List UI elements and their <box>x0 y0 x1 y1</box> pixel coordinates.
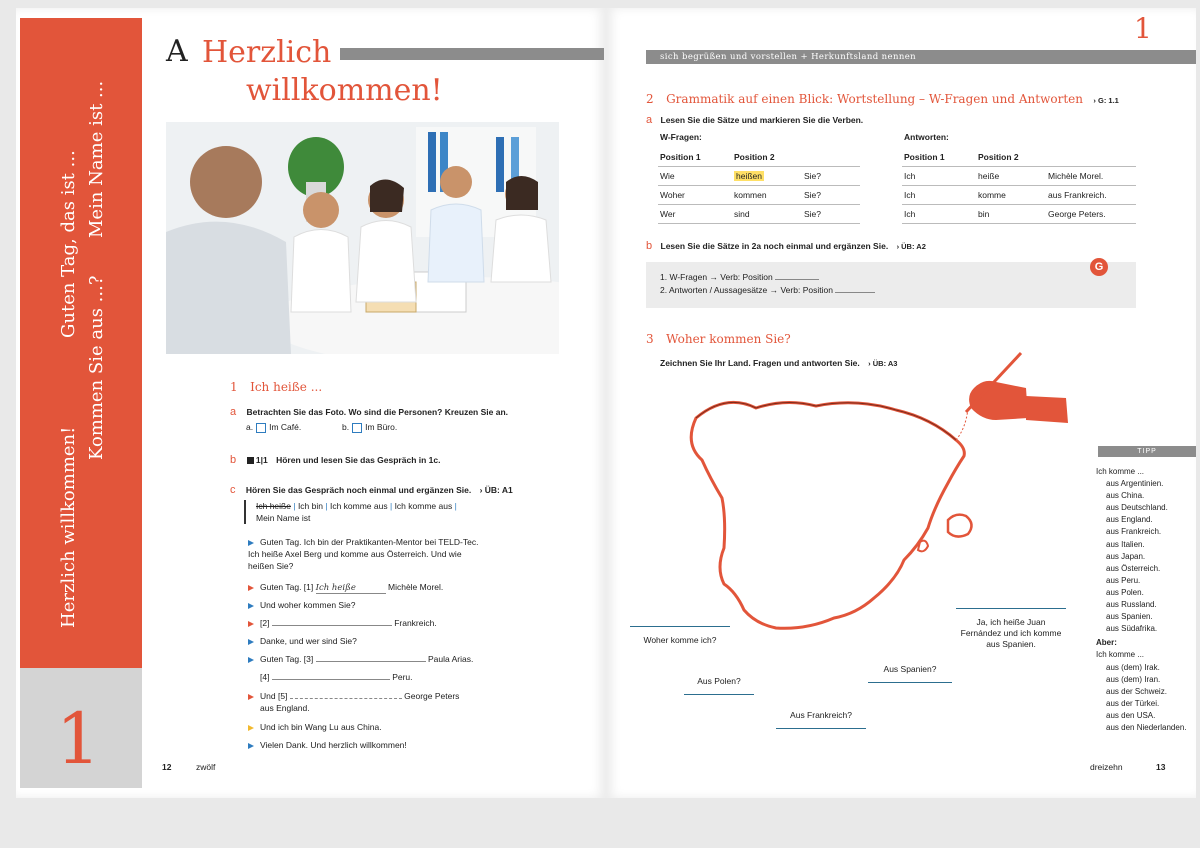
option-a-label: Im Café. <box>269 422 302 432</box>
band-text-4: Mein Name ist ... <box>86 80 107 238</box>
q-verb-cell[interactable]: kommen <box>732 186 802 205</box>
tipp-item: aus der Türkei. <box>1106 698 1160 708</box>
speaker-marker <box>248 694 254 700</box>
dialog-line-1 <box>248 536 488 572</box>
spain-drawing <box>666 348 1086 648</box>
dialog-line-3 <box>248 600 355 610</box>
empty-header <box>802 148 860 167</box>
audio-track: 1|1 <box>255 455 268 465</box>
q-cell: Sie? <box>802 186 860 205</box>
page-number-left: 12 <box>162 762 172 772</box>
tipp-item: aus Spanien. <box>1106 612 1153 622</box>
a-cell: George Peters. <box>1046 205 1136 224</box>
item-label-a: a <box>230 406 237 418</box>
empty-header <box>1046 148 1136 167</box>
dialog-line-5 <box>248 636 357 646</box>
rule-2-text: 2. Antworten / Aussagesätze → Verb: Position <box>660 285 833 295</box>
dialog-prefix: Guten Tag. [3] <box>260 654 314 664</box>
dialog-suffix: Paula Arias. <box>428 654 474 664</box>
dialog-extra: aus England. <box>260 703 310 713</box>
q-verb-cell[interactable]: sind <box>732 205 802 224</box>
rule-2-field[interactable] <box>835 292 875 293</box>
speaker-marker <box>248 585 254 591</box>
grammar-ref: › G: 1.1 <box>1093 96 1119 105</box>
exercise-2a <box>646 114 863 126</box>
q-cell: Wer <box>658 205 732 224</box>
instruction-1c: Hören Sie das Gespräch noch einmal und ergänzen Sie. <box>245 485 472 495</box>
table-row <box>658 167 860 186</box>
rule-2 <box>660 285 875 295</box>
a-cell: Ich <box>902 186 976 205</box>
dialog-prefix: Guten Tag. [1] <box>260 582 314 592</box>
word-box: Ich heiße | Ich bin | Ich komme aus | Ich komme aus | Mein Name ist <box>244 500 526 524</box>
dialog-prefix: [2] <box>260 618 270 628</box>
bubble-juan: Ja, ich heiße Juan Fernández und ich komme aus Spanien. <box>956 608 1066 650</box>
dialog-prefix: [4] <box>260 672 270 682</box>
word-5: Mein Name ist <box>256 513 311 523</box>
answers-table <box>902 148 1136 224</box>
page-word-left: zwölf <box>196 762 216 772</box>
tipp-intro-2: Ich komme ... <box>1096 650 1145 660</box>
wfragen-label: W-Fragen: <box>660 132 702 142</box>
tipp-item: aus China. <box>1106 491 1145 501</box>
title-line-2: willkommen! <box>246 73 443 108</box>
page-title <box>202 34 443 110</box>
band-text-2: Guten Tag, das ist ... <box>58 150 79 338</box>
answer-field-4[interactable] <box>272 679 390 680</box>
bubble-spanien: Aus Spanien? <box>868 664 952 683</box>
tipp-intro: Ich komme ... <box>1096 467 1145 476</box>
q-cell: Sie? <box>802 205 860 224</box>
tipp-item: aus Italien. <box>1106 539 1145 549</box>
exercise-2-heading <box>646 90 1119 108</box>
chapter-number-large: 1 <box>56 698 101 780</box>
right-page <box>606 8 1196 798</box>
pos1-header: Position 1 <box>658 148 732 167</box>
option-cafe[interactable] <box>246 422 301 433</box>
word-3: Ich komme aus <box>329 501 388 511</box>
item-label-c: c <box>230 484 236 496</box>
table-row <box>902 205 1136 224</box>
tipp-item: aus Japan. <box>1106 551 1146 561</box>
checkbox-cafe[interactable] <box>256 423 266 433</box>
tipp-box <box>1096 466 1187 734</box>
table-row <box>658 205 860 224</box>
dialog-prefix: Und [5] <box>260 691 288 701</box>
exercise-1b <box>230 454 440 466</box>
exercise-2b <box>646 240 926 252</box>
instruction-2a: Lesen Sie die Sätze und markieren Sie die Verben. <box>660 115 864 125</box>
exercise-number: 2 <box>646 92 654 106</box>
speaker-marker <box>248 621 254 627</box>
instruction-3: Zeichnen Sie Ihr Land. Fragen und antworten Sie. <box>660 358 860 368</box>
instruction-2b: Lesen Sie die Sätze in 2a noch einmal und ergänzen Sie. <box>660 241 889 251</box>
dialog-line-9 <box>248 722 382 732</box>
a-verb-cell[interactable]: heiße <box>976 167 1046 186</box>
tipp-item: aus England. <box>1106 515 1153 525</box>
ref-2b: › ÜB: A2 <box>896 242 926 251</box>
item-label-b: b <box>230 454 237 466</box>
tipp-item: aus der Schweiz. <box>1106 686 1167 696</box>
dialog-text: Guten Tag. Ich bin der Praktikanten-Mentor bei TELD-Tec. Ich heiße Axel Berg und komme aus Österreich. Und wie heißen Sie? <box>248 537 479 571</box>
dialog-suffix: Michèle Morel. <box>388 582 444 592</box>
rule-1-field[interactable] <box>775 279 819 280</box>
office-photo <box>166 122 559 354</box>
a-verb-cell[interactable]: komme <box>976 186 1046 205</box>
speaker-marker <box>248 657 254 663</box>
rule-1 <box>660 272 819 282</box>
tipp-item: aus Argentinien. <box>1106 479 1164 489</box>
title-line-1: Herzlich <box>202 35 332 70</box>
item-label-b: b <box>646 240 653 252</box>
tipp-item: aus den Niederlanden. <box>1106 722 1187 732</box>
exercise-1-heading <box>230 378 322 396</box>
answer-field-3[interactable] <box>316 661 426 662</box>
tipp-item: aus Peru. <box>1106 575 1141 585</box>
dialog-suffix: Frankreich. <box>394 618 437 628</box>
exercise-3-heading <box>646 330 791 348</box>
tipp-item: aus Russland. <box>1106 600 1157 610</box>
speaker-marker <box>248 743 254 749</box>
dialog-line-8 <box>248 690 459 714</box>
ref-3: › ÜB: A3 <box>868 359 898 368</box>
tipp-item: aus den USA. <box>1106 710 1156 720</box>
audio-icon[interactable] <box>247 457 254 464</box>
exercise-1c <box>230 484 513 496</box>
dialog-suffix: Peru. <box>392 672 413 682</box>
table-row <box>902 167 1136 186</box>
exercise-title: Woher kommen Sie? <box>666 332 791 346</box>
q-cell: Wie <box>658 167 732 186</box>
bubble-woher: Woher komme ich? <box>630 626 730 645</box>
title-rule <box>340 48 604 60</box>
tipp-item: aus Deutschland. <box>1106 503 1168 513</box>
a-cell: Ich <box>902 167 976 186</box>
pos2-header: Position 2 <box>976 148 1046 167</box>
chapter-header-bar: sich begrüßen und vorstellen + Herkunftsland nennen <box>646 50 1196 64</box>
dialog-line-10 <box>248 740 407 750</box>
a-cell: Michèle Morel. <box>1046 167 1136 186</box>
dialog-text: Und woher kommen Sie? <box>260 600 356 610</box>
page-number-right: 13 <box>1156 762 1166 772</box>
word-4: Ich komme aus <box>394 501 453 511</box>
band-text-3: Kommen Sie aus ...? <box>86 275 107 460</box>
a-cell: aus Frankreich. <box>1046 186 1136 205</box>
band-text-1: Herzlich willkommen! <box>58 426 79 628</box>
left-page <box>16 8 606 798</box>
exercise-1a <box>230 406 508 418</box>
option-buero[interactable] <box>342 422 397 433</box>
option-a-prefix: a. <box>246 422 254 432</box>
option-b-prefix: b. <box>342 422 350 432</box>
table-row <box>658 186 860 205</box>
exercise-title: Grammatik auf einen Blick: Wortstellung – W-Fragen und Antworten <box>666 92 1083 106</box>
dialog-line-7 <box>260 672 413 682</box>
dialog-line-6 <box>248 654 473 664</box>
q-cell: Sie? <box>802 167 860 186</box>
q-verb-cell[interactable] <box>732 167 802 186</box>
exercise-number: 3 <box>646 332 654 346</box>
instruction-1a: Betrachten Sie das Foto. Wo sind die Personen? Kreuzen Sie an. <box>246 407 509 417</box>
bubble-polen: Aus Polen? <box>684 676 754 695</box>
word-1: Ich heiße <box>256 501 291 511</box>
rule-1-text: 1. W-Fragen → Verb: Position <box>660 272 773 282</box>
tipp-header: TIPP <box>1098 446 1196 457</box>
page-word-right: dreizehn <box>1090 762 1123 772</box>
speaker-marker <box>248 639 254 645</box>
tipp-item: aus (dem) Irak. <box>1106 662 1160 672</box>
dialog-suffix: George Peters <box>404 691 460 701</box>
option-b-label: Im Büro. <box>365 422 398 432</box>
questions-table <box>658 148 860 224</box>
highlighted-verb: heißen <box>736 171 762 181</box>
title-letter: A <box>166 34 188 69</box>
bubble-frankreich: Aus Frankreich? <box>776 710 866 729</box>
ref-1c: › ÜB: A1 <box>479 485 513 495</box>
exercise-number: 1 <box>230 380 238 394</box>
speaker-marker <box>248 725 254 731</box>
tipp-item: aus (dem) Iran. <box>1106 674 1161 684</box>
tipp-aber: Aber: <box>1096 638 1117 648</box>
antworten-label: Antworten: <box>904 132 949 142</box>
dialog-text: Und ich bin Wang Lu aus China. <box>260 722 382 732</box>
word-2: Ich bin <box>297 501 323 511</box>
dialog-line-4 <box>248 618 437 628</box>
answer-field-5[interactable] <box>290 698 402 699</box>
pos2-header: Position 2 <box>732 148 802 167</box>
speaker-marker <box>248 540 254 546</box>
q-cell: Woher <box>658 186 732 205</box>
dialog-line-2 <box>248 582 443 594</box>
chapter-number: 1 <box>1134 12 1152 45</box>
answer-field-2[interactable] <box>272 625 392 626</box>
dialog-text: Vielen Dank. Und herzlich willkommen! <box>260 740 407 750</box>
a-cell: Ich <box>902 205 976 224</box>
tipp-item: aus Frankreich. <box>1106 527 1162 537</box>
tipp-item: aus Polen. <box>1106 587 1144 597</box>
exercise-title: Ich heiße ... <box>250 380 323 394</box>
checkbox-buero[interactable] <box>352 423 362 433</box>
speaker-marker <box>248 603 254 609</box>
a-verb-cell[interactable]: bin <box>976 205 1046 224</box>
dialog-text: Danke, und wer sind Sie? <box>260 636 357 646</box>
grammar-badge: G <box>1090 258 1108 276</box>
tipp-item: aus Österreich. <box>1106 563 1161 573</box>
answer-field-1[interactable]: Ich heiße <box>316 583 386 594</box>
pos1-header: Position 1 <box>902 148 976 167</box>
table-row <box>902 186 1136 205</box>
instruction-1b: Hören und lesen Sie das Gespräch in 1c. <box>276 455 441 465</box>
tipp-item: aus Südafrika. <box>1106 624 1158 634</box>
item-label-a: a <box>646 114 653 126</box>
